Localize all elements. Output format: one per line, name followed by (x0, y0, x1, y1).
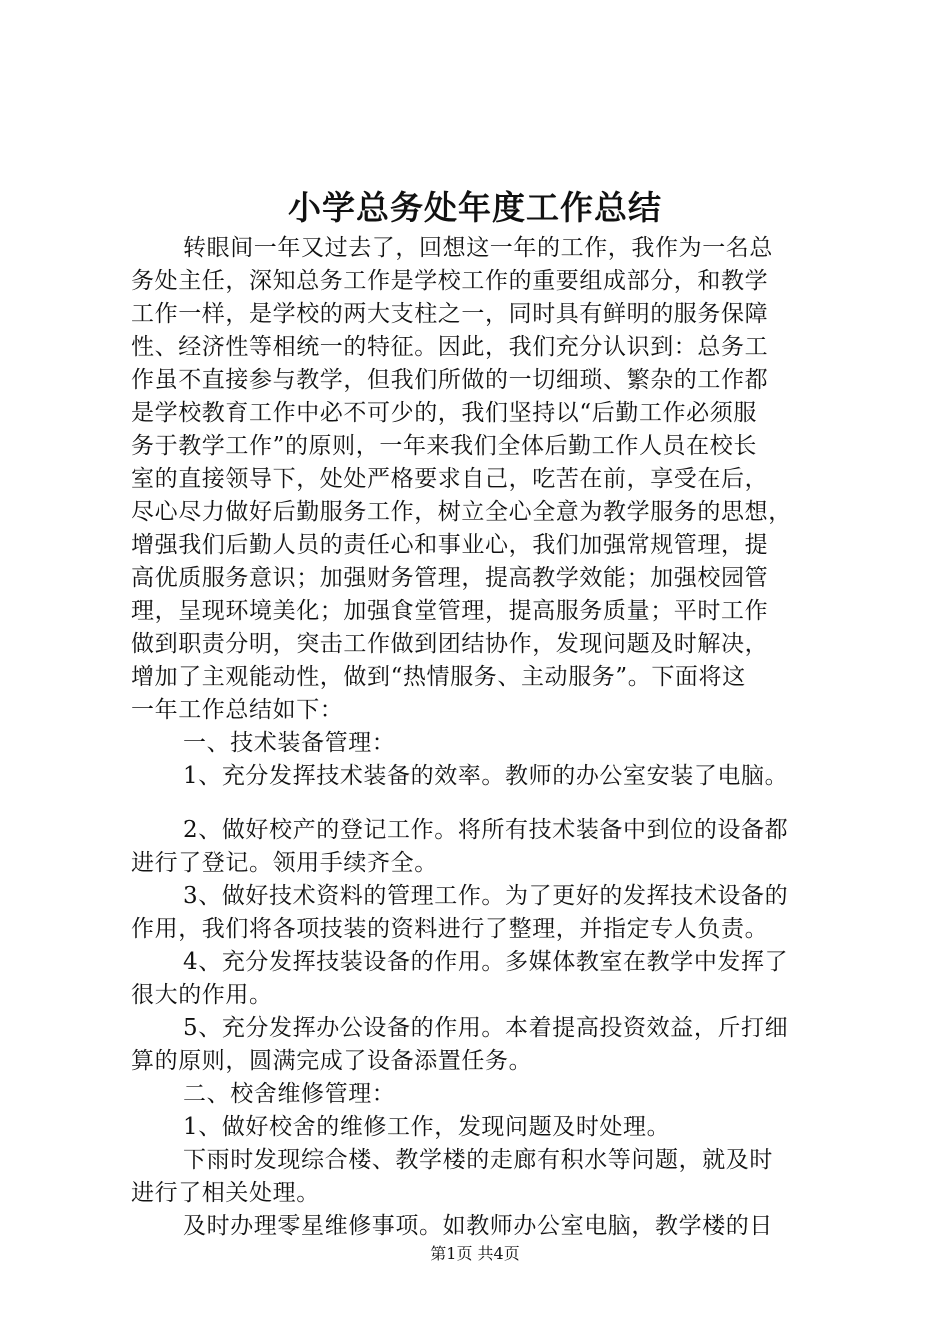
body-line: 做到职责分明，突击工作做到团结协作，发现问题及时解决， (131, 631, 769, 657)
body-line: 高优质服务意识；加强财务管理，提高教学效能；加强校园管 (131, 565, 769, 591)
page-title: 小学总务处年度工作总结 (288, 188, 662, 227)
body-line: 1、充分发挥技术装备的效率。教师的办公室安装了电脑。 (183, 763, 789, 789)
page-number: 第1页 共4页 (430, 1244, 520, 1263)
body-line: 及时办理零星维修事项。如教师办公室电脑，教学楼的日 (183, 1213, 773, 1239)
body-line: 是学校教育工作中必不可少的，我们坚持以“后勤工作必须服 (131, 400, 757, 426)
body-line: 3、做好技术资料的管理工作。为了更好的发挥技术设备的 (183, 883, 789, 909)
body-line: 理，呈现环境美化；加强食堂管理，提高服务质量；平时工作 (131, 598, 769, 624)
body-line: 增强我们后勤人员的责任心和事业心，我们加强常规管理，提 (131, 532, 769, 558)
body-line: 室的直接领导下，处处严格要求自己，吃苦在前，享受在后， (131, 466, 769, 492)
body-line: 作用，我们将各项技装的资料进行了整理，并指定专人负责。 (131, 916, 769, 942)
body-line: 工作一样，是学校的两大支柱之一，同时具有鲜明的服务保障 (131, 301, 769, 327)
body-line: 进行了相关处理。 (131, 1180, 320, 1206)
section-heading: 二、校舍维修管理： (183, 1081, 396, 1107)
body-line: 增加了主观能动性，做到“热情服务、主动服务”。下面将这 (131, 664, 746, 690)
body-line: 2、做好校产的登记工作。将所有技术装备中到位的设备都 (183, 817, 789, 843)
body-line: 尽心尽力做好后勤服务工作，树立全心全意为教学服务的思想， (131, 499, 792, 525)
body-line: 下雨时发现综合楼、教学楼的走廊有积水等问题，就及时 (183, 1147, 773, 1173)
body-line: 5、充分发挥办公设备的作用。本着提高投资效益，斤打细 (183, 1015, 789, 1041)
body-line: 1、做好校舍的维修工作，发现问题及时处理。 (183, 1114, 671, 1140)
body-line: 算的原则，圆满完成了设备添置任务。 (131, 1048, 533, 1074)
body-line: 4、充分发挥技装设备的作用。多媒体教室在教学中发挥了 (183, 949, 789, 975)
body-line: 一年工作总结如下： (131, 697, 344, 723)
section-heading: 一、技术装备管理： (183, 730, 396, 756)
body-line: 转眼间一年又过去了，回想这一年的工作，我作为一名总 (183, 235, 773, 261)
body-line: 进行了登记。领用手续齐全。 (131, 850, 438, 876)
body-line: 务处主任，深知总务工作是学校工作的重要组成部分，和教学 (131, 268, 769, 294)
body-line: 作虽不直接参与教学，但我们所做的一切细琐、繁杂的工作都 (131, 367, 769, 393)
body-line: 性、经济性等相统一的特征。因此，我们充分认识到：总务工 (131, 334, 769, 360)
body-line: 很大的作用。 (131, 982, 273, 1008)
body-line: 务于教学工作”的原则，一年来我们全体后勤工作人员在校长 (131, 433, 757, 459)
